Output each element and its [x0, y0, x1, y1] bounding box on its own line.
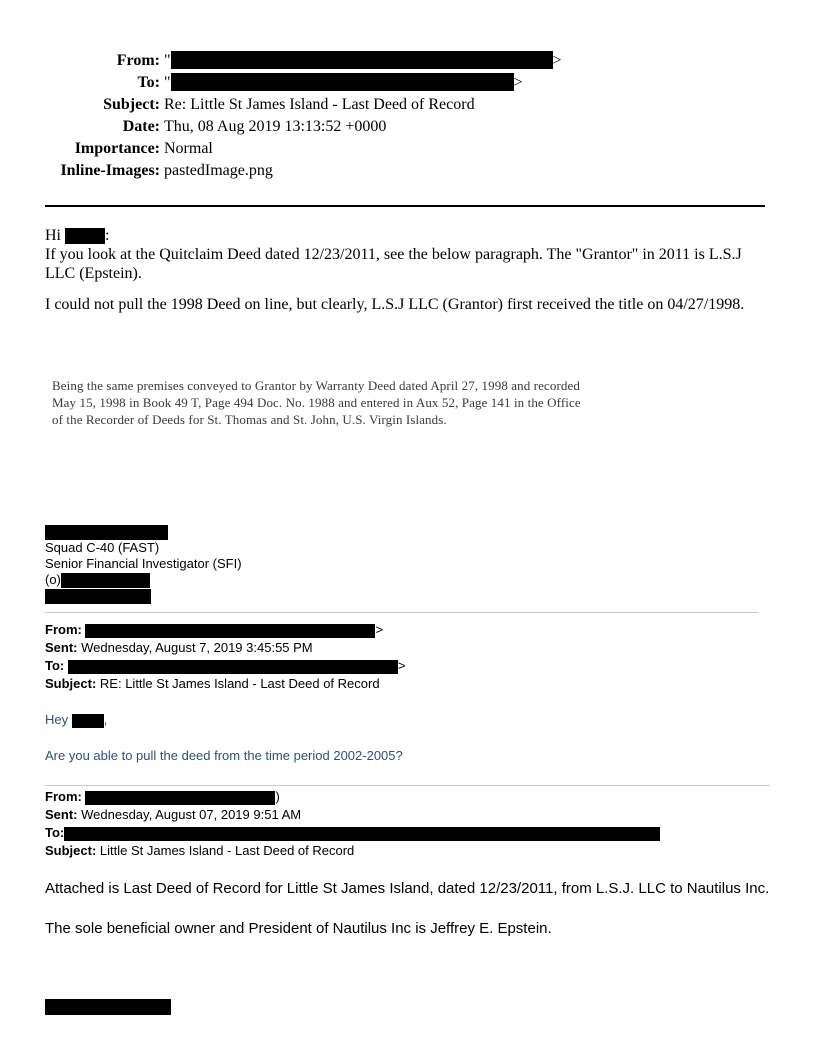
- m2-subject-row: [45, 675, 405, 693]
- redacted-block: [61, 573, 150, 588]
- signature-block: [45, 524, 242, 604]
- office-prefix: (o): [45, 572, 61, 588]
- signature-title: Senior Financial Investigator (SFI): [45, 556, 242, 572]
- header-divider: [45, 205, 765, 207]
- message-divider: [45, 612, 758, 613]
- deed-line-1: Being the same premises conveyed to Grantor by Warranty Deed dated April 27, 1998 and recorded: [52, 378, 580, 393]
- m2-greeting-text: Hey: [45, 712, 69, 727]
- from-quote: ": [164, 52, 171, 69]
- m3-to-label: To:: [45, 825, 65, 840]
- date-value: Thu, 08 Aug 2019 13:13:52 +0000: [164, 118, 387, 135]
- m3-to-row: [45, 824, 660, 842]
- from-bracket: >: [552, 52, 562, 69]
- spacer: [45, 283, 770, 295]
- redacted-block: [45, 525, 168, 540]
- message-3-header: [45, 788, 660, 860]
- reply-body: [45, 226, 770, 314]
- importance-value: Normal: [164, 140, 213, 157]
- signature-office-phone: [45, 572, 242, 588]
- m2-from-bracket: >: [375, 622, 384, 637]
- header-date-row: [0, 118, 816, 140]
- message-divider: [45, 785, 770, 786]
- m2-subject-value: RE: Little St James Island - Last Deed of Record: [99, 676, 380, 691]
- redacted-block: [64, 827, 660, 841]
- subject-value: Re: Little St James Island - Last Deed of Record: [164, 96, 475, 113]
- deed-line-2: May 15, 1998 in Book 49 T, Page 494 Doc. No. 1988 and entered in Aux 52, Page 141 in the Office: [52, 395, 581, 410]
- m2-greeting: [45, 711, 107, 729]
- redacted-block: [72, 714, 104, 728]
- subject-label: Subject:: [103, 96, 160, 113]
- header-subject-row: [0, 96, 816, 118]
- date-label: Date:: [122, 118, 160, 135]
- deed-line-3: of the Recorder of Deeds for St. Thomas and St. John, U.S. Virgin Islands.: [52, 412, 447, 427]
- m2-to-row: [45, 657, 405, 675]
- m2-sent-row: [45, 639, 405, 657]
- m3-sent-row: [45, 806, 660, 824]
- from-label: From:: [116, 52, 160, 69]
- header-inline-images-row: [0, 162, 816, 184]
- header-to-row: [0, 74, 816, 96]
- email-header: [0, 52, 816, 184]
- to-value: [164, 74, 523, 92]
- m3-sent-label: Sent:: [45, 807, 78, 822]
- inline-images-label: Inline-Images:: [60, 162, 160, 179]
- m3-from-row: [45, 788, 660, 806]
- m3-paragraph-1: Attached is Last Deed of Record for Little St James Island, dated 12/23/2011, from L.S.J. LLC to Nautilus Inc.: [45, 880, 770, 897]
- greeting-punct: :: [105, 227, 110, 244]
- importance-label: Importance:: [74, 140, 160, 157]
- m3-sent-value: Wednesday, August 07, 2019 9:51 AM: [81, 807, 302, 822]
- message-2-header: [45, 621, 405, 693]
- m3-paragraph-2: The sole beneficial owner and President of Nautilus Inc is Jeffrey E. Epstein.: [45, 920, 552, 937]
- redacted-block: [65, 228, 105, 244]
- reply-paragraph-1: If you look at the Quitclaim Deed dated 12/23/2011, see the below paragraph. The "Grantor" in 2011 is L.S.J LLC (Epstein).: [45, 246, 742, 282]
- m2-to-bracket: >: [397, 658, 406, 673]
- header-from-row: [0, 52, 816, 74]
- redacted-block: [171, 73, 514, 91]
- m2-greeting-punct: ,: [103, 712, 108, 727]
- m2-to-label: To:: [45, 658, 65, 673]
- inline-images-value: pastedImage.png: [164, 162, 273, 179]
- deed-excerpt-image: [52, 377, 672, 428]
- m2-subject-label: Subject:: [45, 676, 97, 691]
- reply-paragraph-2: I could not pull the 1998 Deed on line, but clearly, L.S.J LLC (Grantor) first received the title on 04/27/1998.: [45, 296, 745, 313]
- greeting-text: Hi: [45, 227, 61, 244]
- m3-from-paren: ): [275, 789, 280, 804]
- m2-from-row: [45, 621, 405, 639]
- from-value: [164, 52, 562, 70]
- m2-body: Are you able to pull the deed from the time period 2002-2005?: [45, 748, 403, 763]
- m2-sent-value: Wednesday, August 7, 2019 3:45:55 PM: [81, 640, 313, 655]
- m3-subject-value: Little St James Island - Last Deed of Record: [99, 843, 355, 858]
- redacted-signature: [45, 999, 171, 1015]
- m3-subject-row: [45, 842, 660, 860]
- redacted-block: [85, 791, 275, 805]
- m3-from-label: From:: [45, 789, 82, 804]
- m3-subject-label: Subject:: [45, 843, 97, 858]
- reply-greeting: [45, 226, 770, 245]
- redacted-block: [85, 624, 375, 638]
- signature-squad: Squad C-40 (FAST): [45, 540, 160, 556]
- header-importance-row: [0, 140, 816, 162]
- to-bracket: >: [513, 74, 523, 91]
- signature-extra: [45, 588, 242, 604]
- m2-sent-label: Sent:: [45, 640, 78, 655]
- redacted-block: [45, 589, 151, 604]
- to-quote: ": [164, 74, 171, 91]
- signature-name: [45, 524, 242, 540]
- m2-from-label: From:: [45, 622, 82, 637]
- redacted-block: [171, 51, 553, 69]
- redacted-block: [68, 660, 398, 674]
- to-label: To:: [137, 74, 160, 91]
